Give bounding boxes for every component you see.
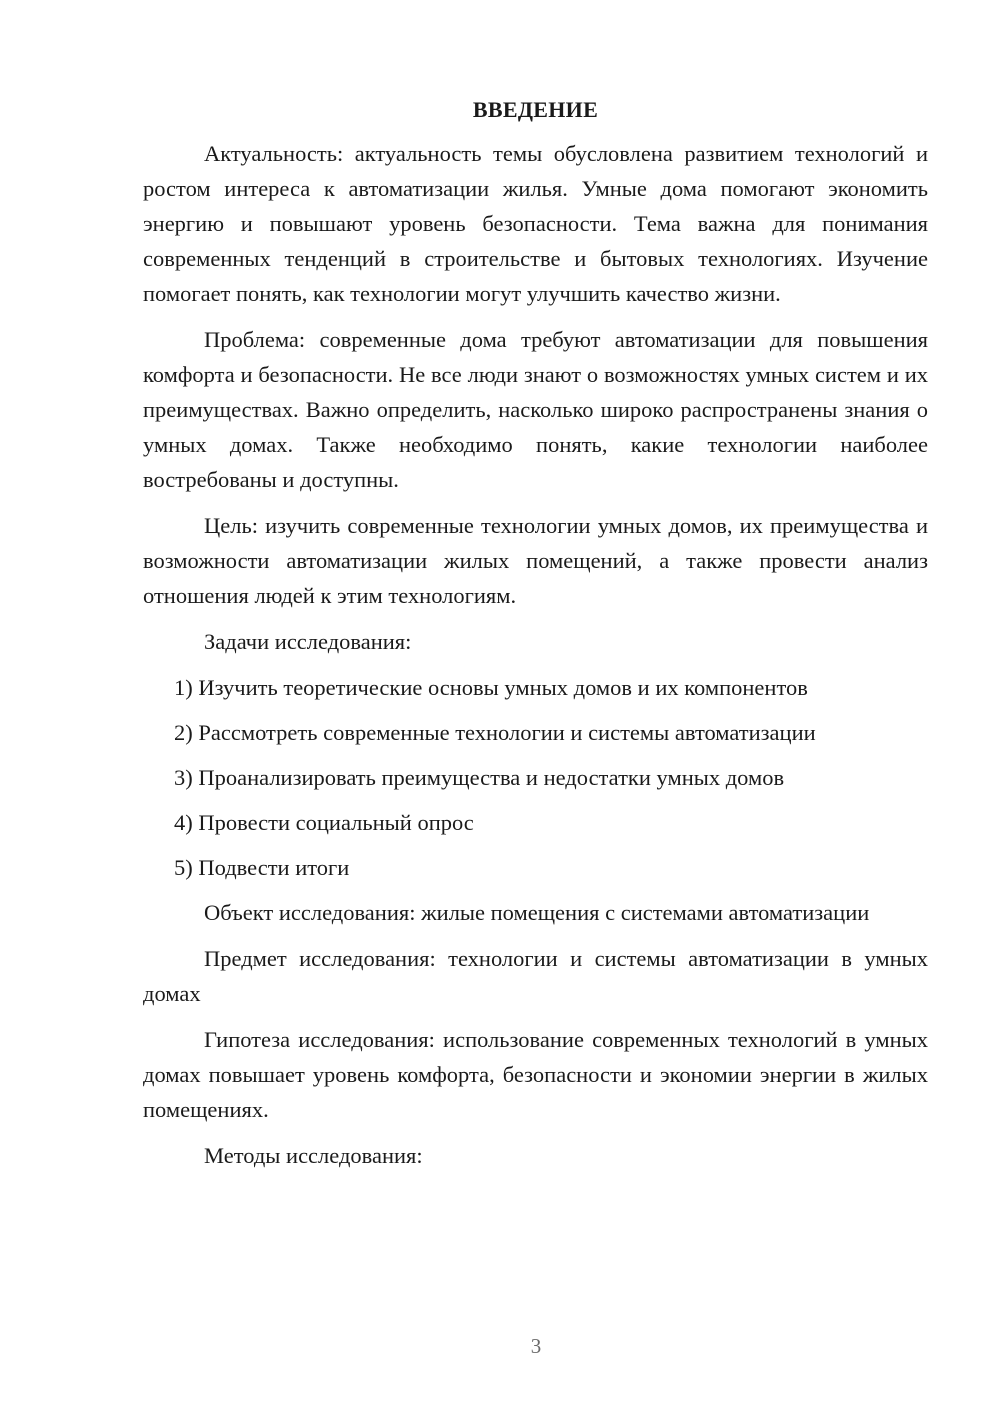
task-item: 3) Проанализировать преимущества и недостатки умных домов [174, 765, 785, 790]
task-item: 2) Рассмотреть современные технологии и системы автоматизации [174, 720, 816, 745]
object-paragraph: Объект исследования: жилые помещения с системами автоматизации [204, 900, 870, 925]
goal-paragraph: Цель: изучить современные технологии умных домов, их преимущества и возможности автоматизации жилых помещений, а также провести анализ отношения людей к этим технологиям. [143, 513, 928, 608]
page-title: ВВЕДЕНИЕ [472, 97, 599, 122]
task-item: 5) Подвести итоги [174, 855, 350, 880]
hypothesis-paragraph: Гипотеза исследования: использование современных технологий в умных домах повышает уровень комфорта, безопасности и экономии энергии в жилых помещениях. [143, 1027, 928, 1122]
page-number: 3 [530, 1334, 542, 1358]
tasks-list [143, 670, 928, 885]
page-content [143, 94, 928, 1184]
tasks-title: Задачи исследования: [204, 629, 412, 654]
subject-paragraph: Предмет исследования: технологии и системы автоматизации в умных домах [143, 946, 928, 1006]
methods-title: Методы исследования: [204, 1143, 423, 1168]
problem-paragraph: Проблема: современные дома требуют автоматизации для повышения комфорта и безопасности. Не все люди знают о возможностях умных систем и их преимуществах. Важно определить, насколько широко распространены знания о умных домах. Также необходимо понять, какие технологии наиболее востребованы и доступны. [143, 327, 928, 492]
relevance-paragraph: Актуальность: актуальность темы обусловлена развитием технологий и ростом интереса к автоматизации жилья. Умные дома помогают экономить энергию и повышают уровень безопасности. Тема важна для понимания современных тенденций в строительстве и бытовых технологиях. Изучение помогает понять, как технологии могут улучшить качество жизни. [143, 141, 928, 306]
task-item: 4) Провести социальный опрос [174, 810, 474, 835]
task-item: 1) Изучить теоретические основы умных домов и их компонентов [174, 675, 808, 700]
